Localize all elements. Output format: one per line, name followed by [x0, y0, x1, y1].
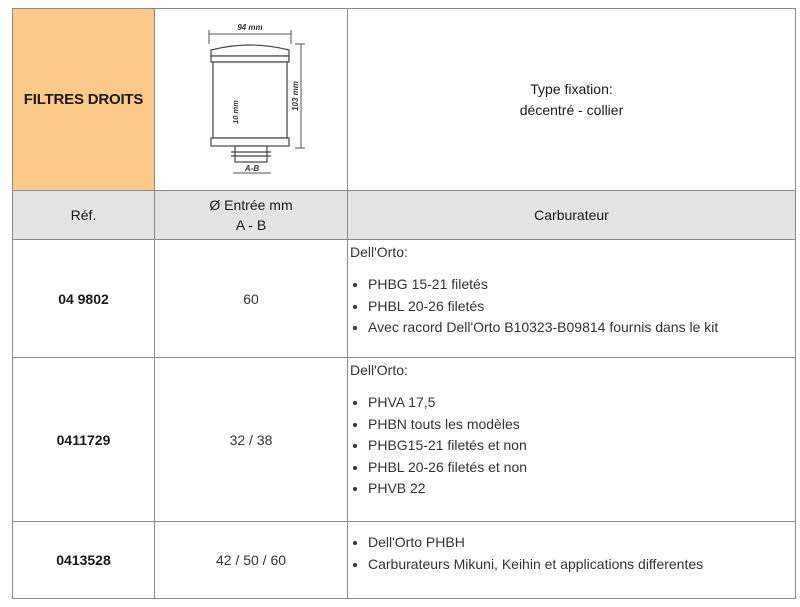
- column-header-ref: [13, 191, 155, 240]
- list-item: • PHBG 15-21 filetés: [368, 274, 795, 296]
- inlet-diameter-label: A-B: [244, 163, 260, 173]
- column-header-entry: [155, 191, 348, 240]
- list-item: • PHVA 17,5: [368, 392, 795, 414]
- carburetor-cell: [348, 240, 796, 358]
- carburetor-brand: Dell'Orto:: [350, 362, 408, 378]
- filter-spec-table: [12, 8, 796, 599]
- ref-value: 04 9802: [58, 290, 109, 307]
- carburetor-cell: [348, 522, 796, 599]
- entry-value: 42 / 50 / 60: [215, 552, 287, 568]
- table-row: [13, 522, 796, 599]
- entry-value: 32 / 38: [229, 431, 273, 448]
- carburetor-brand: Dell'Orto:: [350, 244, 408, 260]
- fixation-type-value: décentré - collier: [519, 101, 624, 118]
- ref-value: 0411729: [56, 431, 111, 448]
- list-item: • Dell'Orto PHBH: [368, 532, 795, 554]
- column-header-carburetor: [348, 191, 796, 240]
- fixation-type-label: Type fixation:: [530, 80, 613, 97]
- fixation-type-cell: [348, 9, 796, 191]
- ref-cell: [13, 358, 155, 522]
- filter-drawing: [191, 20, 311, 180]
- width-dimension-label: 94 mm: [237, 22, 263, 32]
- carburetor-list: [348, 392, 795, 500]
- title-row: [13, 9, 796, 191]
- list-item: • PHBL 20-26 filetés et non: [368, 457, 795, 479]
- entry-cell: [155, 522, 348, 599]
- page-title: FILTRES DROITS: [23, 91, 144, 108]
- filter-base: [211, 138, 289, 146]
- list-item: • PHVB 22: [368, 478, 795, 500]
- list-item: • PHBN touts les modèles: [368, 414, 795, 436]
- ref-cell: [13, 240, 155, 358]
- height-dimension-label: 103 mm: [291, 80, 300, 111]
- list-item: • PHBL 20-26 filetés: [368, 296, 795, 318]
- list-item: • Avec racord Dell'Orto B10323-B09814 fournis dans le kit: [368, 317, 795, 339]
- column-header-entry-label: Ø Entrée mm: [209, 197, 293, 213]
- column-header-row: [13, 191, 796, 240]
- column-header-carburetor-label: Carburateur: [534, 207, 609, 223]
- table-row: [13, 358, 796, 522]
- filter-element-body: [213, 62, 287, 138]
- list-item: • PHBG15-21 filetés et non: [368, 435, 795, 457]
- title-cell: [13, 9, 155, 191]
- table-row: [13, 240, 796, 358]
- column-header-entry-sublabel: A - B: [235, 217, 267, 233]
- entry-value: 60: [243, 290, 259, 307]
- entry-cell: [155, 240, 348, 358]
- column-header-ref-label: Réf.: [70, 207, 97, 223]
- ref-cell: [13, 522, 155, 599]
- carburetor-list: [348, 532, 795, 575]
- ref-value: 0413528: [56, 552, 111, 568]
- filter-cap-top: [211, 45, 289, 56]
- filter-drawing-cell: [155, 9, 348, 191]
- filter-cap-rim: [211, 56, 289, 62]
- list-item: • Carburateurs Mikuni, Keihin et applications differentes: [368, 554, 795, 576]
- inlet-height-label: 10 mm: [231, 99, 240, 124]
- carburetor-cell: [348, 358, 796, 522]
- carburetor-list: [348, 274, 795, 339]
- filter-inlet-neck: [235, 146, 267, 162]
- entry-cell: [155, 358, 348, 522]
